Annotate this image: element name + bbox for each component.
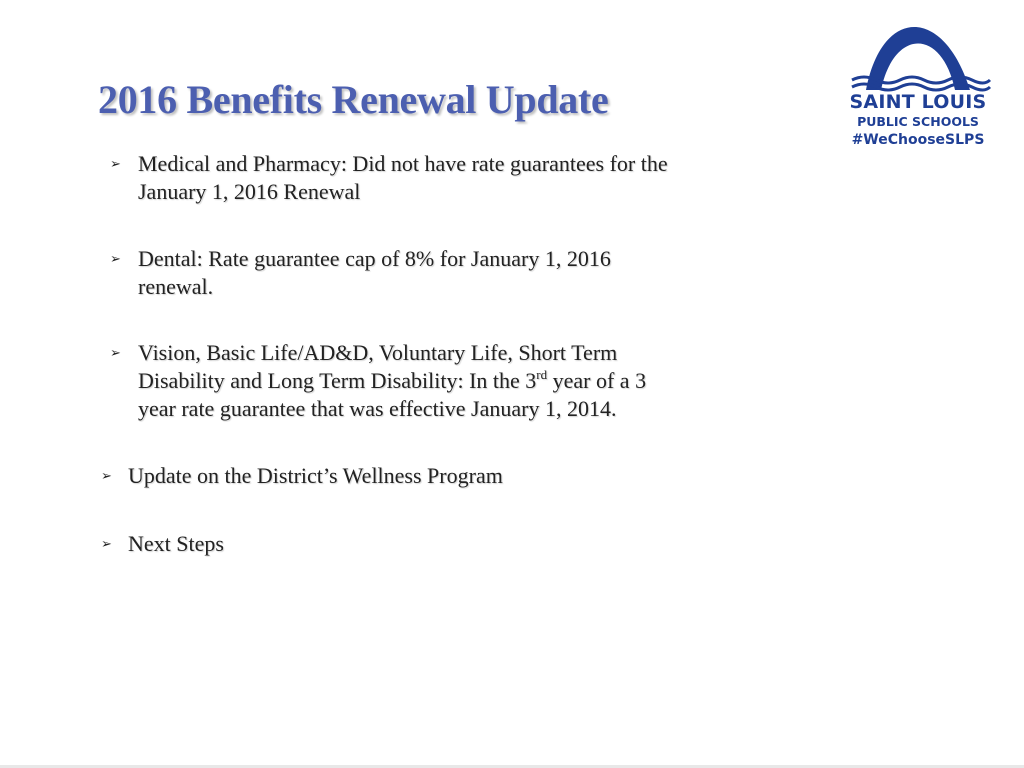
saint-louis-public-schools-logo [838,8,998,148]
bullet-wellness-program [101,462,503,490]
logo-hashtag: #WeChooseSLPS [851,132,985,148]
bullet-text-line: renewal. [138,274,214,299]
bullet-dental [110,245,611,301]
arrowhead-bullet-icon: ➢ [101,468,112,483]
bullet-text-line [138,367,646,395]
bullet-text-segment: year of a 3 [547,368,647,393]
logo-line-public-schools: PUBLIC SCHOOLS [857,114,979,129]
bullet-text-line: Dental: Rate guarantee cap of 8% for January 1, 2016 [138,246,611,271]
bullet-text-line: Medical and Pharmacy: Did not have rate guarantees for the [138,151,668,176]
bullet-text-line: Vision, Basic Life/AD&D, Voluntary Life, Short Term [138,340,618,365]
bullet-next-steps [101,530,224,558]
arrowhead-bullet-icon: ➢ [110,345,121,360]
bullet-text-line: Update on the District’s Wellness Program [128,463,503,488]
gateway-arch-icon [838,8,998,98]
bullet-text-segment: Disability and Long Term Disability: In the 3 [138,368,537,393]
bullet-medical-pharmacy [110,150,668,206]
ordinal-superscript: rd [536,367,548,382]
logo-line-saint-louis: SAINT LOUIS [849,91,987,113]
bullet-text-line: Next Steps [128,531,224,556]
bullet-vision-life-disability [110,339,647,423]
arrowhead-bullet-icon: ➢ [110,156,121,171]
slide-title: 2016 Benefits Renewal Update [98,77,609,122]
arrowhead-bullet-icon: ➢ [101,536,112,551]
bullet-text-line: year rate guarantee that was effective January 1, 2014. [138,396,617,421]
bullet-text-line: January 1, 2016 Renewal [138,179,361,204]
arrowhead-bullet-icon: ➢ [110,251,121,266]
